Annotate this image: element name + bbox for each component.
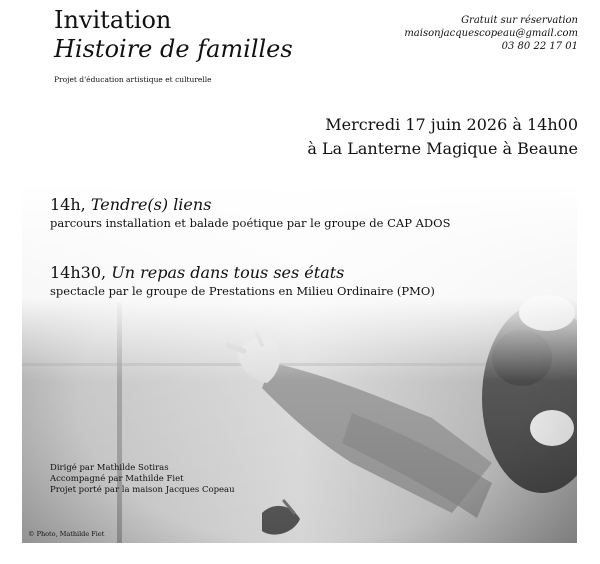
credits-block	[50, 463, 235, 496]
credit-producer: Projet porté par la maison Jacques Copeau	[50, 485, 235, 495]
program-description: spectacle par le groupe de Prestations en Milieu Ordinaire (PMO)	[50, 284, 435, 298]
program-heading	[50, 195, 450, 214]
credit-director: Dirigé par Mathilde Sotiras	[50, 463, 169, 473]
program-description: parcours installation et balade poétique par le groupe de CAP ADOS	[50, 216, 451, 230]
program-item	[50, 195, 450, 230]
program-title: Tendre(s) liens	[90, 195, 212, 214]
event-place: à La Lanterne Magique à Beaune	[307, 139, 578, 158]
program-title: Un repas dans tous ses états	[111, 263, 345, 282]
contact-block	[404, 14, 578, 53]
contact-phone[interactable]: 03 80 22 17 01	[501, 41, 578, 52]
event-photo	[22, 183, 577, 543]
event-date-block	[307, 113, 578, 161]
free-reservation-text: Gratuit sur réservation	[461, 15, 578, 26]
contact-email[interactable]: maisonjacquescopeau@gmail.com	[404, 28, 578, 39]
program-heading	[50, 263, 435, 282]
program-time: 14h,	[50, 195, 91, 214]
title-histoire-de-familles: Histoire de familles	[54, 35, 293, 63]
program-time: 14h30,	[50, 263, 112, 282]
credit-assistant: Accompagné par Mathilde Fiet	[50, 474, 184, 484]
title-invitation: Invitation	[54, 6, 172, 34]
subtitle: Projet d'éducation artistique et culturelle	[54, 75, 212, 84]
photo-credit: © Photo, Mathilde Fiet	[28, 530, 105, 538]
program-item	[50, 263, 435, 298]
event-date: Mercredi 17 juin 2026 à 14h00	[325, 115, 578, 134]
